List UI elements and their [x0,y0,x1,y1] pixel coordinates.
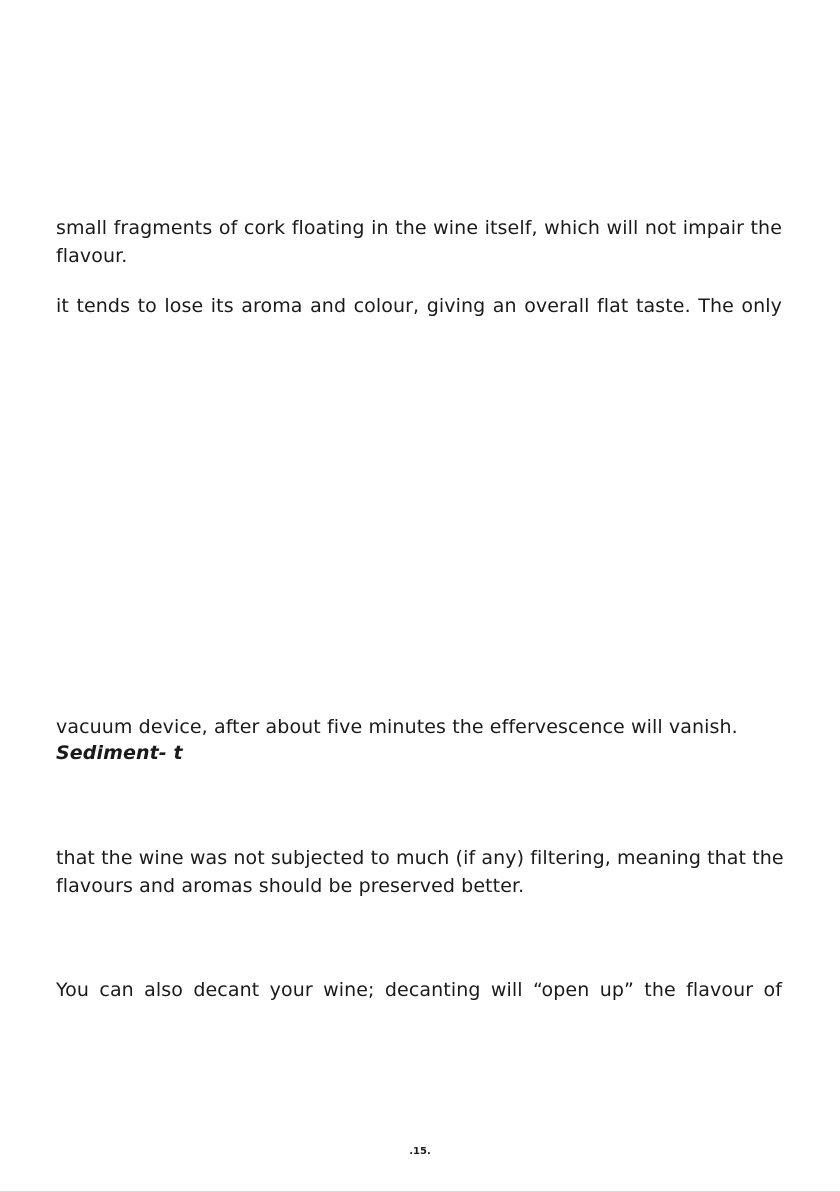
paragraph-line: vacuum device, after about five minutes the effervescence will vanish. [56,716,738,738]
page-number: .15. [409,1146,431,1157]
section-heading-sediment: Sediment- t [56,742,183,764]
paragraph-line: small fragments of cork floating in the wine itself, which will not impair the [56,217,782,239]
paragraph-line: it tends to lose its aroma and colour, giving an overall flat taste. The only [56,295,782,317]
paragraph-line: flavour. [56,245,128,267]
paragraph-line: that the wine was not subjected to much (if any) filtering, meaning that the [56,847,784,869]
paragraph-line: You can also decant your wine; decanting will “open up” the flavour of [56,979,782,1001]
paragraph-line: flavours and aromas should be preserved better. [56,875,525,897]
